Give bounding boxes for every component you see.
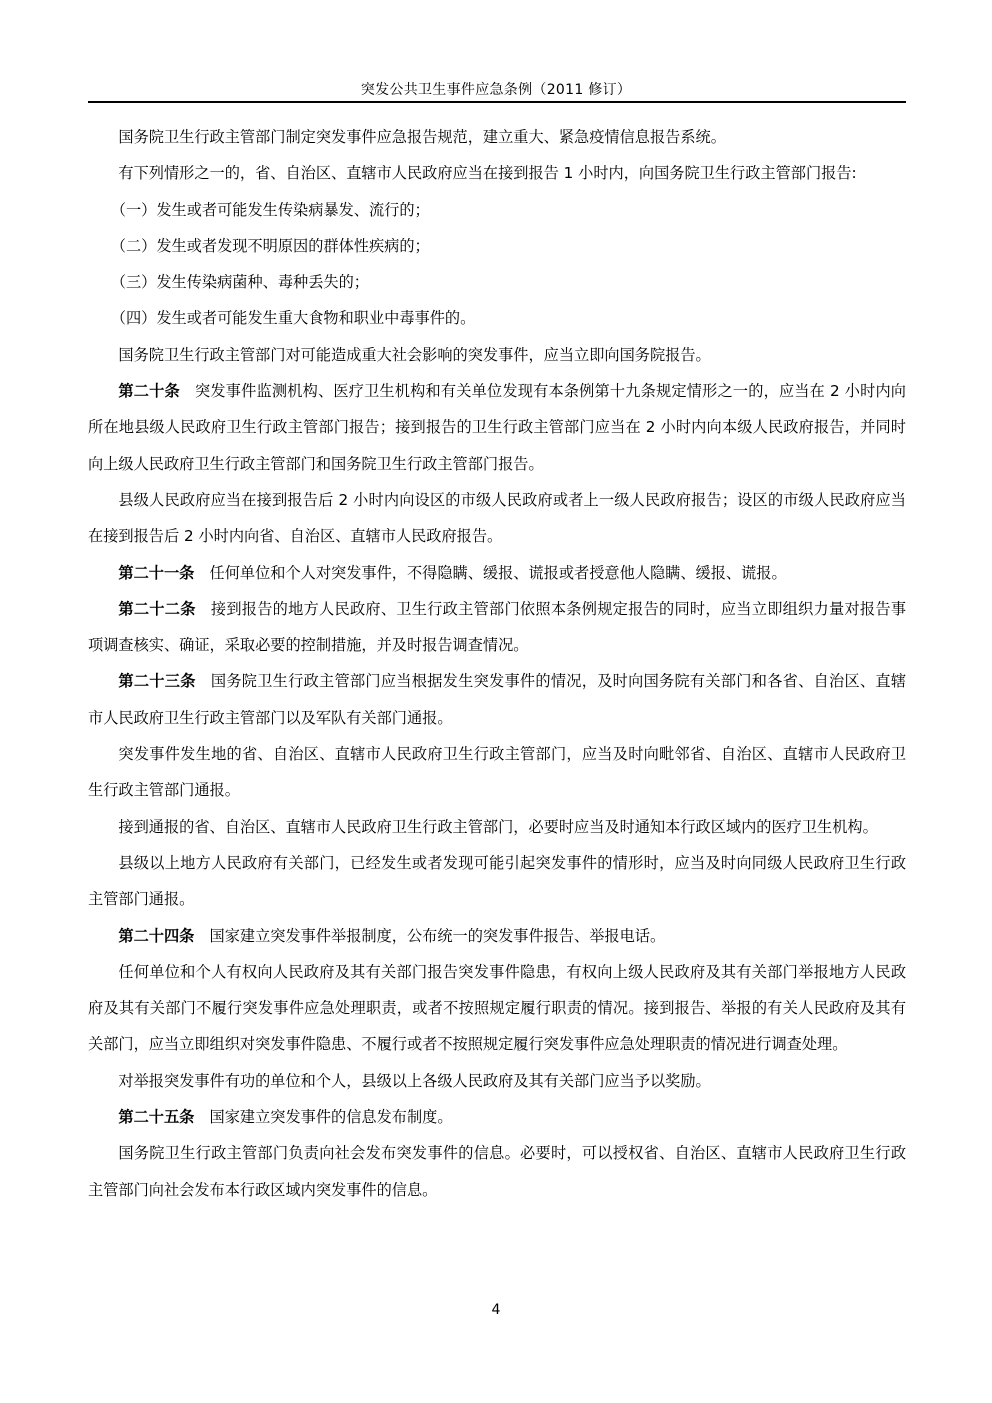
article-text: 国家建立突发事件的信息发布制度。	[209, 1108, 453, 1127]
article-text: 接到报告的地方人民政府、卫生行政主管部门依照本条例规定报告的同时，应当立即组织力量对报告事项调查核实、确证，采取必要的控制措施，并及时报告调查情况。	[88, 599, 907, 655]
document-body	[88, 119, 906, 1208]
article-text: 国务院卫生行政主管部门应当根据发生突发事件的情况，及时向国务院有关部门和各省、自治区、直辖市人民政府卫生行政主管部门以及军队有关部门通报。	[88, 672, 907, 727]
paragraph: 有下列情形之一的，省、自治区、直辖市人民政府应当在接到报告 1 小时内，向国务院卫生行政主管部门报告:	[118, 164, 857, 183]
article-text: 任何单位和个人对突发事件，不得隐瞒、缓报、谎报或者授意他人隐瞒、缓报、谎报。	[209, 563, 787, 582]
list-item-text: （四）发生或者可能发生重大食物和职业中毒事件的。	[110, 309, 476, 328]
list-item-text: （二）发生或者发现不明原因的群体性疾病的；	[110, 236, 430, 255]
running-header-title: 突发公共卫生事件应急条例（2011 修订）	[360, 82, 632, 98]
list-item	[88, 192, 906, 228]
paragraph: 对举报突发事件有功的单位和个人，县级以上各级人民政府及其有关部门应当予以奖励。	[118, 1071, 711, 1090]
paragraph: 国务院卫生行政主管部门负责向社会发布突发事件的信息。必要时，可以授权省、自治区、直辖市人民政府卫生行政主管部门向社会发布本行政区域内突发事件的信息。	[88, 1144, 906, 1199]
article-label: 第二十五条	[118, 1108, 195, 1127]
list-item	[88, 264, 906, 300]
article-label: 第二十一条	[118, 563, 195, 582]
paragraph: 国务院卫生行政主管部门制定突发事件应急报告规范，建立重大、紧急疫情信息报告系统。	[118, 128, 726, 146]
page-number: 4	[491, 1302, 501, 1318]
article-20	[88, 373, 906, 482]
list-item-text: （一）发生或者可能发生传染病暴发、流行的；	[110, 200, 430, 219]
article-text: 国家建立突发事件举报制度，公布统一的突发事件报告、举报电话。	[209, 926, 666, 945]
article-22	[88, 591, 906, 664]
article-label: 第二十四条	[118, 926, 195, 945]
article-25	[88, 1099, 906, 1135]
paragraph: 国务院卫生行政主管部门对可能造成重大社会影响的突发事件，应当立即向国务院报告。	[118, 345, 711, 364]
article-24	[88, 918, 906, 954]
article-label: 第二十三条	[118, 672, 196, 691]
article-label: 第二十条	[118, 382, 180, 401]
paragraph: 任何单位和个人有权向人民政府及其有关部门报告突发事件隐患，有权向上级人民政府及其有关部门举报地方人民政府及其有关部门不履行突发事件应急处理职责，或者不按照规定履行职责的情况。接到报告、举报的有关人民政府及其有关部门，应当立即组织对突发事件隐患、不履行或者不按照规定履行突发事件应急处理职责的情况进行调查处理。	[88, 962, 906, 1054]
header-divider	[88, 101, 906, 103]
paragraph: 接到通报的省、自治区、直辖市人民政府卫生行政主管部门，必要时应当及时通知本行政区域内的医疗卫生机构。	[118, 817, 878, 836]
list-item	[88, 300, 906, 336]
paragraph: 突发事件发生地的省、自治区、直辖市人民政府卫生行政主管部门，应当及时向毗邻省、自治区、直辖市人民政府卫生行政主管部门通报。	[88, 745, 906, 800]
article-23	[88, 663, 906, 736]
list-item-text: （三）发生传染病菌种、毒种丢失的；	[110, 273, 369, 292]
article-label: 第二十二条	[118, 599, 196, 618]
article-21	[88, 555, 906, 591]
paragraph: 县级人民政府应当在接到报告后 2 小时内向设区的市级人民政府或者上一级人民政府报告；设区的市级人民政府应当在接到报告后 2 小时内向省、自治区、直辖市人民政府报告。	[88, 490, 906, 546]
list-item	[88, 228, 906, 264]
article-text: 突发事件监测机构、医疗卫生机构和有关单位发现有本条例第十九条规定情形之一的，应当在 2 小时内向所在地县级人民政府卫生行政主管部门报告；接到报告的卫生行政主管部门应当在 2 小时内向本级人民政府报告，并同时向上级人民政府卫生行政主管部门和国务院卫生行政主管部门报告。	[88, 382, 906, 473]
paragraph: 县级以上地方人民政府有关部门，已经发生或者发现可能引起突发事件的情形时，应当及时向同级人民政府卫生行政主管部门通报。	[88, 853, 906, 909]
